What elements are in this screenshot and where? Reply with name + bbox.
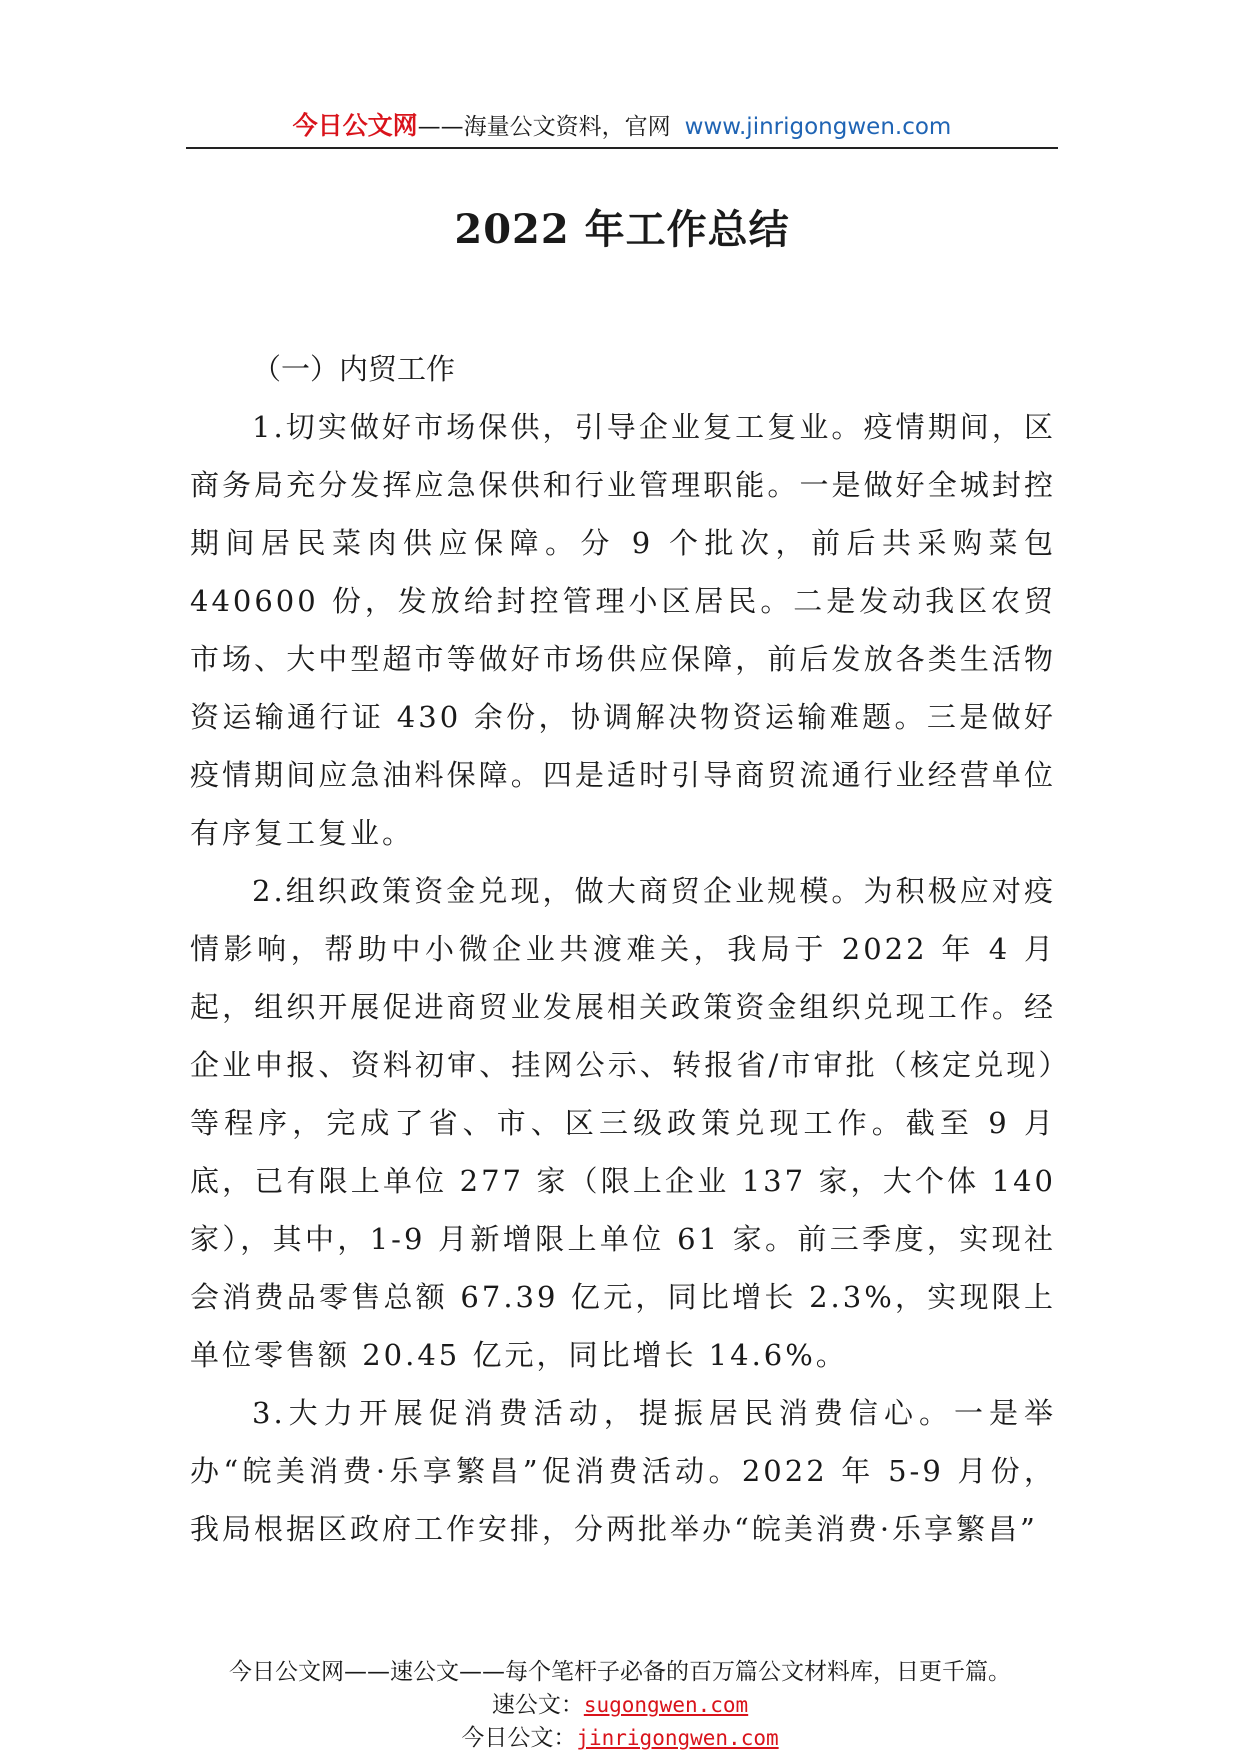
document-title: 2022 年工作总结 <box>454 206 790 253</box>
footer-jinrigongwen-label: 今日公文： <box>461 1725 577 1751</box>
section-heading: （一）内贸工作 <box>252 352 456 386</box>
footer-sugongwen-label: 速公文： <box>491 1692 584 1718</box>
site-url-link[interactable]: www.jinrigongwen.com <box>684 114 952 140</box>
paragraph-2: 2.组织政策资金兑现，做大商贸企业规模。为积极应对疫情影响，帮助中小微企业共渡难关，我局于 2022 年 4 月起，组织开展促进商贸业发展相关政策资金组织兑现工作。经企业申报、资料初审、挂网公示、转报省/市审批（核定兑现）等程序，完成了省、市、区三级政策兑现工作。截至 9 月底，已有限上单位 277 家（限上企业 137 家，大个体 140 家），其中，1-9 月新增限上单位 61 家。前三季度，实现社会消费品零售总额 67.39 亿元，同比增长 2.3%，实现限上单位零售额 20.45 亿元，同比增长 14.6%。 <box>190 874 1056 1372</box>
footer-slogan: 今日公文网——速公文——每个笔杆子必备的百万篇公文材料库，日更千篇。 <box>229 1659 1011 1685</box>
header-divider <box>186 147 1058 149</box>
page-footer <box>120 1656 1120 1755</box>
page-header <box>186 104 1058 148</box>
jinrigongwen-link[interactable]: jinrigongwen.com <box>576 1726 779 1750</box>
footer-sugongwen <box>120 1689 1120 1722</box>
site-tagline: ——海量公文资料，官网 <box>417 114 671 140</box>
sugongwen-link[interactable]: sugongwen.com <box>583 1693 749 1717</box>
paragraph-1: 1.切实做好市场保供，引导企业复工复业。疫情期间，区商务局充分发挥应急保供和行业管理职能。一是做好全城封控期间居民菜肉供应保障。分 9 个批次，前后共采购菜包 440600 份，发放给封控管理小区居民。二是发动我区农贸市场、大中型超市等做好市场供应保障，前后发放各类生活物资运输通行证 430 余份，协调解决物资运输难题。三是做好疫情期间应急油料保障。四是适时引导商贸流通行业经营单位有序复工复业。 <box>190 410 1056 850</box>
paragraph-3: 3.大力开展促消费活动，提振居民消费信心。一是举办“皖美消费·乐享繁昌”促消费活动。2022 年 5-9 月份，我局根据区政府工作安排，分两批举办“皖美消费·乐享繁昌” <box>190 1396 1056 1546</box>
document-body <box>190 340 1056 1558</box>
footer-jinrigongwen <box>120 1722 1120 1755</box>
site-brand[interactable]: 今日公文网 <box>292 111 418 140</box>
